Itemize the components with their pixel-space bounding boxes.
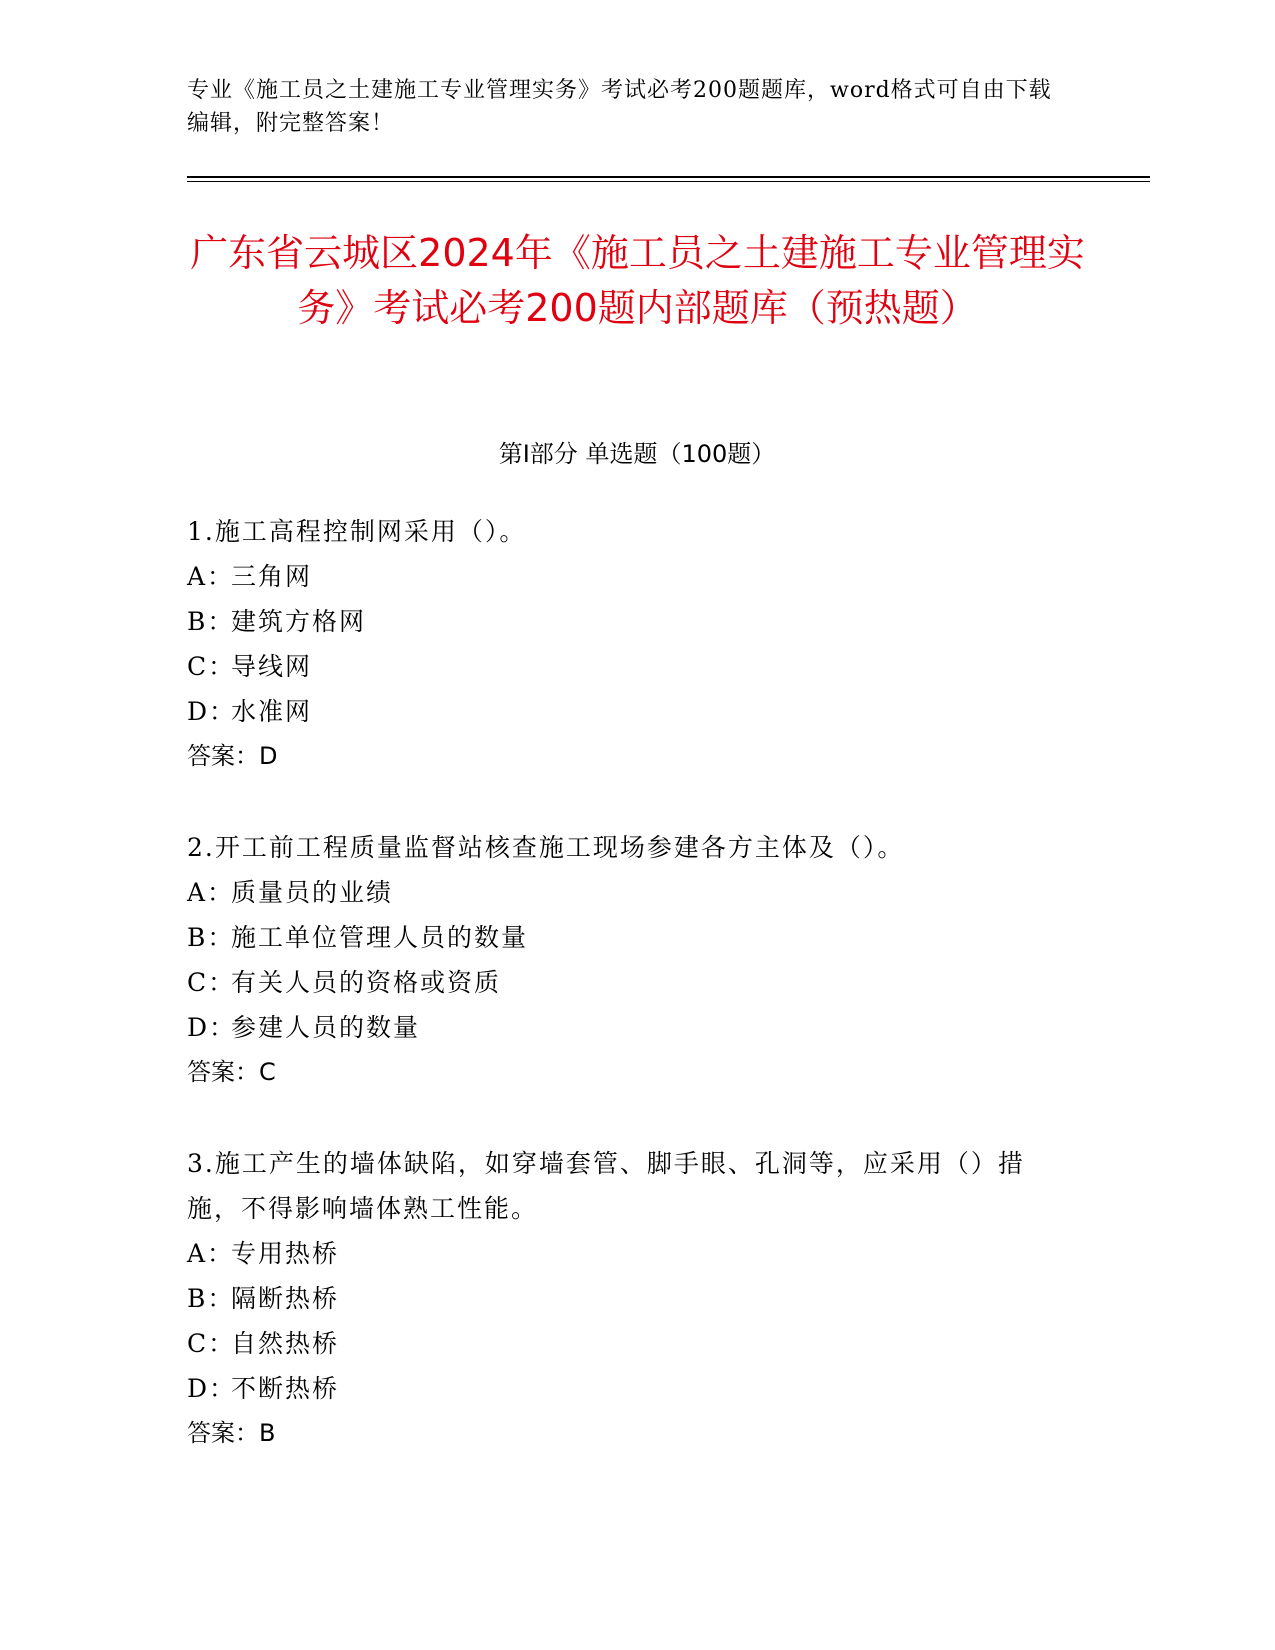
option-letter: C：: [187, 968, 236, 997]
option-letter: B：: [187, 923, 235, 952]
option-d: [187, 689, 1067, 734]
option-text: 不断热桥: [231, 1374, 340, 1403]
section-heading: 第I部分 单选题（100题）: [498, 440, 776, 468]
option-b: [187, 915, 1067, 960]
option-b: [187, 1276, 1067, 1321]
option-b: [187, 599, 1067, 644]
option-letter: B：: [187, 607, 235, 636]
option-d: [187, 1005, 1067, 1050]
option-text: 参建人员的数量: [231, 1013, 421, 1042]
document-title: 广东省云城区2024年《施工员之土建施工专业管理实务》考试必考200题内部题库（预热题）: [190, 231, 1085, 330]
question-stem: 3.施工产生的墙体缺陷，如穿墙套管、脚手眼、孔洞等，应采用（）措施，不得影响墙体熟工性能。: [187, 1149, 1025, 1223]
option-a: [187, 870, 1067, 915]
option-text: 三角网: [231, 562, 313, 591]
option-text: 隔断热桥: [231, 1284, 340, 1313]
question-1: [187, 509, 1067, 779]
header-divider-thick: [187, 176, 1150, 178]
option-text: 质量员的业绩: [231, 878, 394, 907]
option-letter: D：: [187, 1013, 237, 1042]
option-text: 专用热桥: [231, 1239, 340, 1268]
question-3: [187, 1141, 1067, 1456]
option-text: 导线网: [231, 652, 313, 681]
question-stem: 1.施工高程控制网采用（）。: [187, 517, 527, 546]
question-stem: 2.开工前工程质量监督站核查施工现场参建各方主体及（）。: [187, 833, 905, 862]
answer-line: 答案：D: [187, 742, 278, 770]
option-a: [187, 1231, 1067, 1276]
option-letter: C：: [187, 652, 236, 681]
option-letter: B：: [187, 1284, 235, 1313]
option-text: 水准网: [231, 697, 313, 726]
answer-line: 答案：B: [187, 1419, 276, 1447]
option-text: 施工单位管理人员的数量: [231, 923, 529, 952]
option-d: [187, 1366, 1067, 1411]
option-text: 有关人员的资格或资质: [231, 968, 502, 997]
option-c: [187, 960, 1067, 1005]
option-text: 自然热桥: [231, 1329, 340, 1358]
question-2: [187, 825, 1067, 1095]
option-a: [187, 554, 1067, 599]
option-letter: A：: [187, 878, 235, 907]
answer-line: 答案：C: [187, 1058, 276, 1086]
option-c: [187, 644, 1067, 689]
option-letter: A：: [187, 1239, 235, 1268]
option-letter: A：: [187, 562, 235, 591]
header-note: 专业《施工员之土建施工专业管理实务》考试必考200题题库，word格式可自由下载编辑，附完整答案！: [187, 78, 1052, 136]
option-letter: D：: [187, 697, 237, 726]
option-c: [187, 1321, 1067, 1366]
header-divider-thin: [187, 181, 1150, 182]
option-letter: D：: [187, 1374, 237, 1403]
option-text: 建筑方格网: [231, 607, 367, 636]
option-letter: C：: [187, 1329, 236, 1358]
